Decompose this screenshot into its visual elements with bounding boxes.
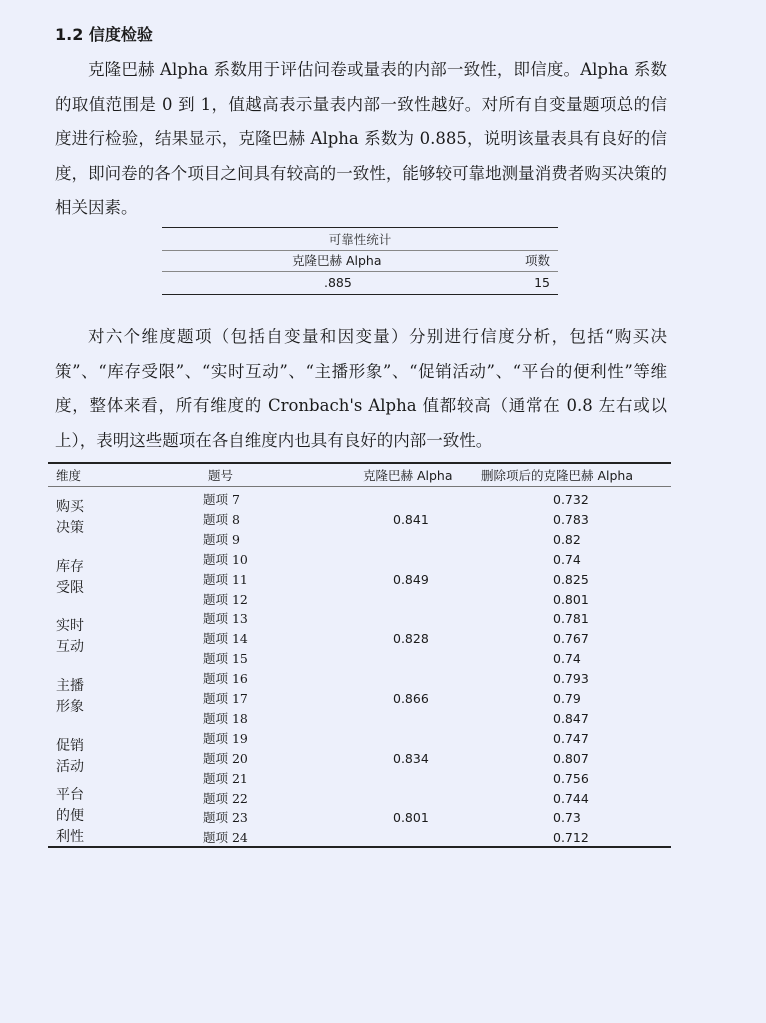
paragraph-intro: 克隆巴赫 Alpha 系数用于评估问卷或量表的内部一致性，即信度。Alpha 系数的取值范围是 0 到 1，值越高表示量表内部一致性越好。对所有自变量题项总的信度进行检验，结果显示，克隆巴赫 Alpha 系数为 0.885，说明该量表具有良好的信度，即问卷的各个项目之间具有较高的一致性，能够较可靠地测量消费者购买决策的相关因素。 [55,60,667,217]
reliability-col-items: 项数 [524,253,550,268]
item-label: 题项 22 [203,790,248,806]
item-deleted-alpha: 0.712 [553,830,589,846]
dimension-name: 主播 [56,677,84,694]
item-label: 题项 18 [203,710,248,726]
section-heading: 1.2 信度检验 [55,25,153,44]
item-deleted-alpha: 0.807 [553,750,589,766]
dimension-name: 库存 [56,558,84,575]
reliability-items-value: 15 [534,275,550,290]
reliability-header-row [162,250,558,271]
item-label: 题项 8 [203,511,240,527]
item-label: 题项 24 [203,830,248,846]
item-deleted-alpha: 0.801 [553,591,589,607]
dimension-name: 平台 [56,786,84,803]
reliability-col-alpha: 克隆巴赫 Alpha [292,253,382,268]
item-label: 题项 13 [203,611,248,627]
item-label: 题项 14 [203,631,248,647]
item-deleted-alpha: 0.74 [553,651,581,667]
header-dimension: 维度 [56,468,82,483]
item-deleted-alpha: 0.74 [553,551,581,567]
item-deleted-alpha: 0.732 [553,492,589,507]
dimension-name: 互动 [56,639,84,656]
dimension-alpha: 0.841 [393,511,429,527]
reliability-alpha-value: .885 [324,275,352,290]
dimension-name: 决策 [56,519,84,536]
item-label: 题项 16 [203,671,248,687]
dimension-name: 形象 [56,698,84,715]
item-deleted-alpha: 0.756 [553,770,589,786]
dimension-name: 的便 [56,807,84,824]
dimension-alpha: 0.866 [393,691,429,706]
item-label: 题项 23 [203,810,248,826]
item-deleted-alpha: 0.793 [553,671,589,687]
item-label: 题项 12 [203,591,248,607]
item-label: 题项 20 [203,750,248,766]
item-label: 题项 21 [203,770,248,786]
item-label: 题项 7 [203,492,240,507]
item-deleted-alpha: 0.781 [553,611,589,627]
dimension-alpha: 0.801 [393,810,429,826]
dimension-alpha: 0.828 [393,631,429,647]
dimension-name: 购买 [56,498,84,515]
dimension-alpha: 0.834 [393,750,429,766]
dimension-name: 促销 [56,737,84,754]
header-item: 题号 [208,468,234,483]
reliability-value-row [162,271,558,295]
header-deleted-alpha: 删除项后的克隆巴赫 Alpha [481,468,634,483]
paragraph-dimensions: 对六个维度题项（包括自变量和因变量）分别进行信度分析，包括“购买决策”、“库存受限”、“实时互动”、“主播形象”、“促销活动”、“平台的便利性”等维度，整体来看，所有维度的 Cronbach's Alpha 值都较高（通常在 0.8 左右或以上），表明这些题项在各自维度内也具有良好的内部一致性。 [55,327,667,450]
item-label: 题项 15 [203,651,248,667]
reliability-table [162,227,558,295]
item-label: 题项 19 [203,730,248,746]
item-deleted-alpha: 0.73 [553,810,581,826]
item-deleted-alpha: 0.79 [553,691,581,706]
header-alpha: 克隆巴赫 Alpha [363,468,453,483]
item-deleted-alpha: 0.767 [553,631,589,647]
dimension-table-header [48,464,671,487]
item-deleted-alpha: 0.783 [553,511,589,527]
item-deleted-alpha: 0.82 [553,531,581,547]
dimension-alpha: 0.849 [393,571,429,587]
item-deleted-alpha: 0.744 [553,790,589,806]
item-label: 题项 9 [203,531,240,547]
dimension-name: 活动 [56,758,84,775]
dimension-reliability-table [48,462,671,848]
item-deleted-alpha: 0.825 [553,571,589,587]
dimension-name: 实时 [56,618,84,635]
item-label: 题项 10 [203,551,248,567]
reliability-caption: 可靠性统计 [328,232,392,247]
item-deleted-alpha: 0.847 [553,710,589,726]
dimension-name: 受限 [56,579,84,596]
item-deleted-alpha: 0.747 [553,730,589,746]
item-label: 题项 11 [203,571,248,587]
dimension-name: 利性 [56,828,84,845]
item-label: 题项 17 [203,691,248,706]
